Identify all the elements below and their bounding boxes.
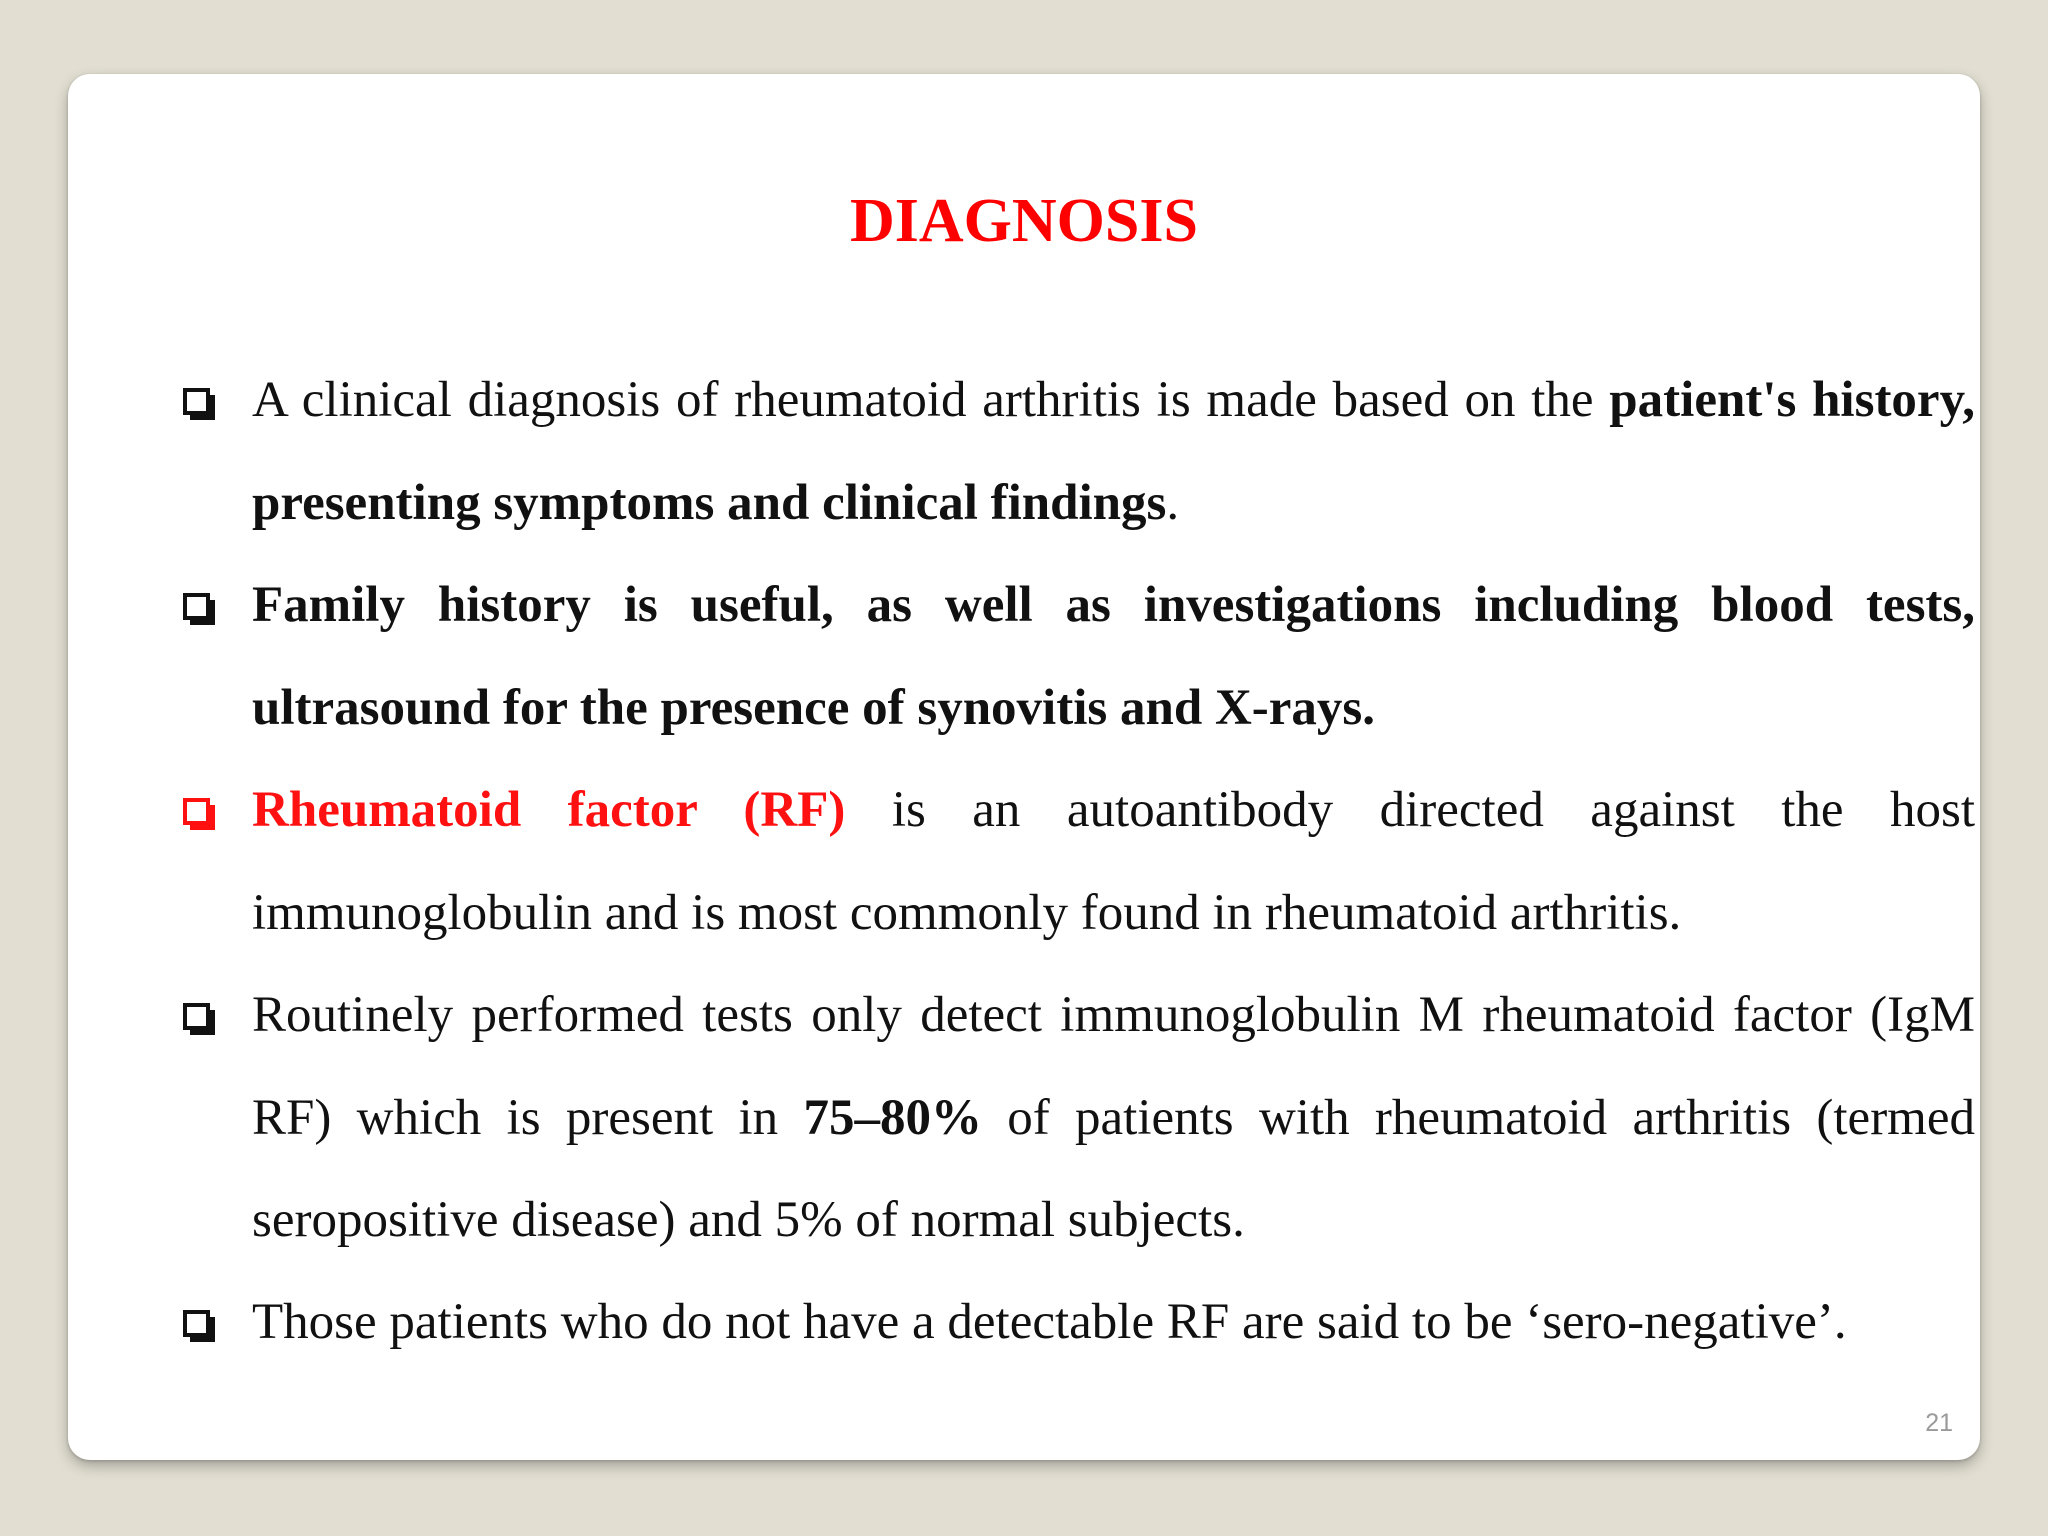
page-number: 21 [1925,1409,1953,1437]
checkbox-icon [183,798,210,825]
bullet-text: Rheumatoid factor (RF) is an autoantibody directed against the host immunoglobulin and is most commonly found in rheumatoid arthritis. [252,782,1975,941]
bold-text: 75–80% [803,1089,982,1146]
bold-text: patient's history, presenting symptoms and clinical findings [252,372,1975,531]
bullet-item [183,1296,1975,1374]
slide-card [68,74,1980,1460]
bullet-item [183,374,1975,554]
bullet-list [68,74,1980,1460]
bold-text: Family history is useful, as well as investigations including blood tests, ultrasound for the presence of synovitis and X-rays. [252,577,1975,736]
highlight-text: Rheumatoid factor (RF) [252,782,846,838]
bullet-text [252,554,1975,759]
bullet-text: A clinical diagnosis of rheumatoid arthritis is made based on the patient's history, presenting symptoms and clinical findings. [252,372,1975,531]
bullet-item [183,784,1975,964]
checkbox-icon [183,388,210,415]
checkbox-icon [183,1310,210,1337]
slide-title: DIAGNOSIS [850,187,1198,255]
bullet-item [183,579,1975,759]
checkbox-icon [183,593,210,620]
bullet-text: Those patients who do not have a detectable RF are said to be ‘sero-negative’. [252,1294,1847,1350]
checkbox-icon [183,1003,210,1030]
bullet-text: Routinely performed tests only detect immunoglobulin M rheumatoid factor (IgM RF) which is present in 75–80% of patients with rheumatoid arthritis (termed seropositive disease) and 5% of normal subjects. [252,987,1975,1248]
bullet-item [183,989,1975,1272]
